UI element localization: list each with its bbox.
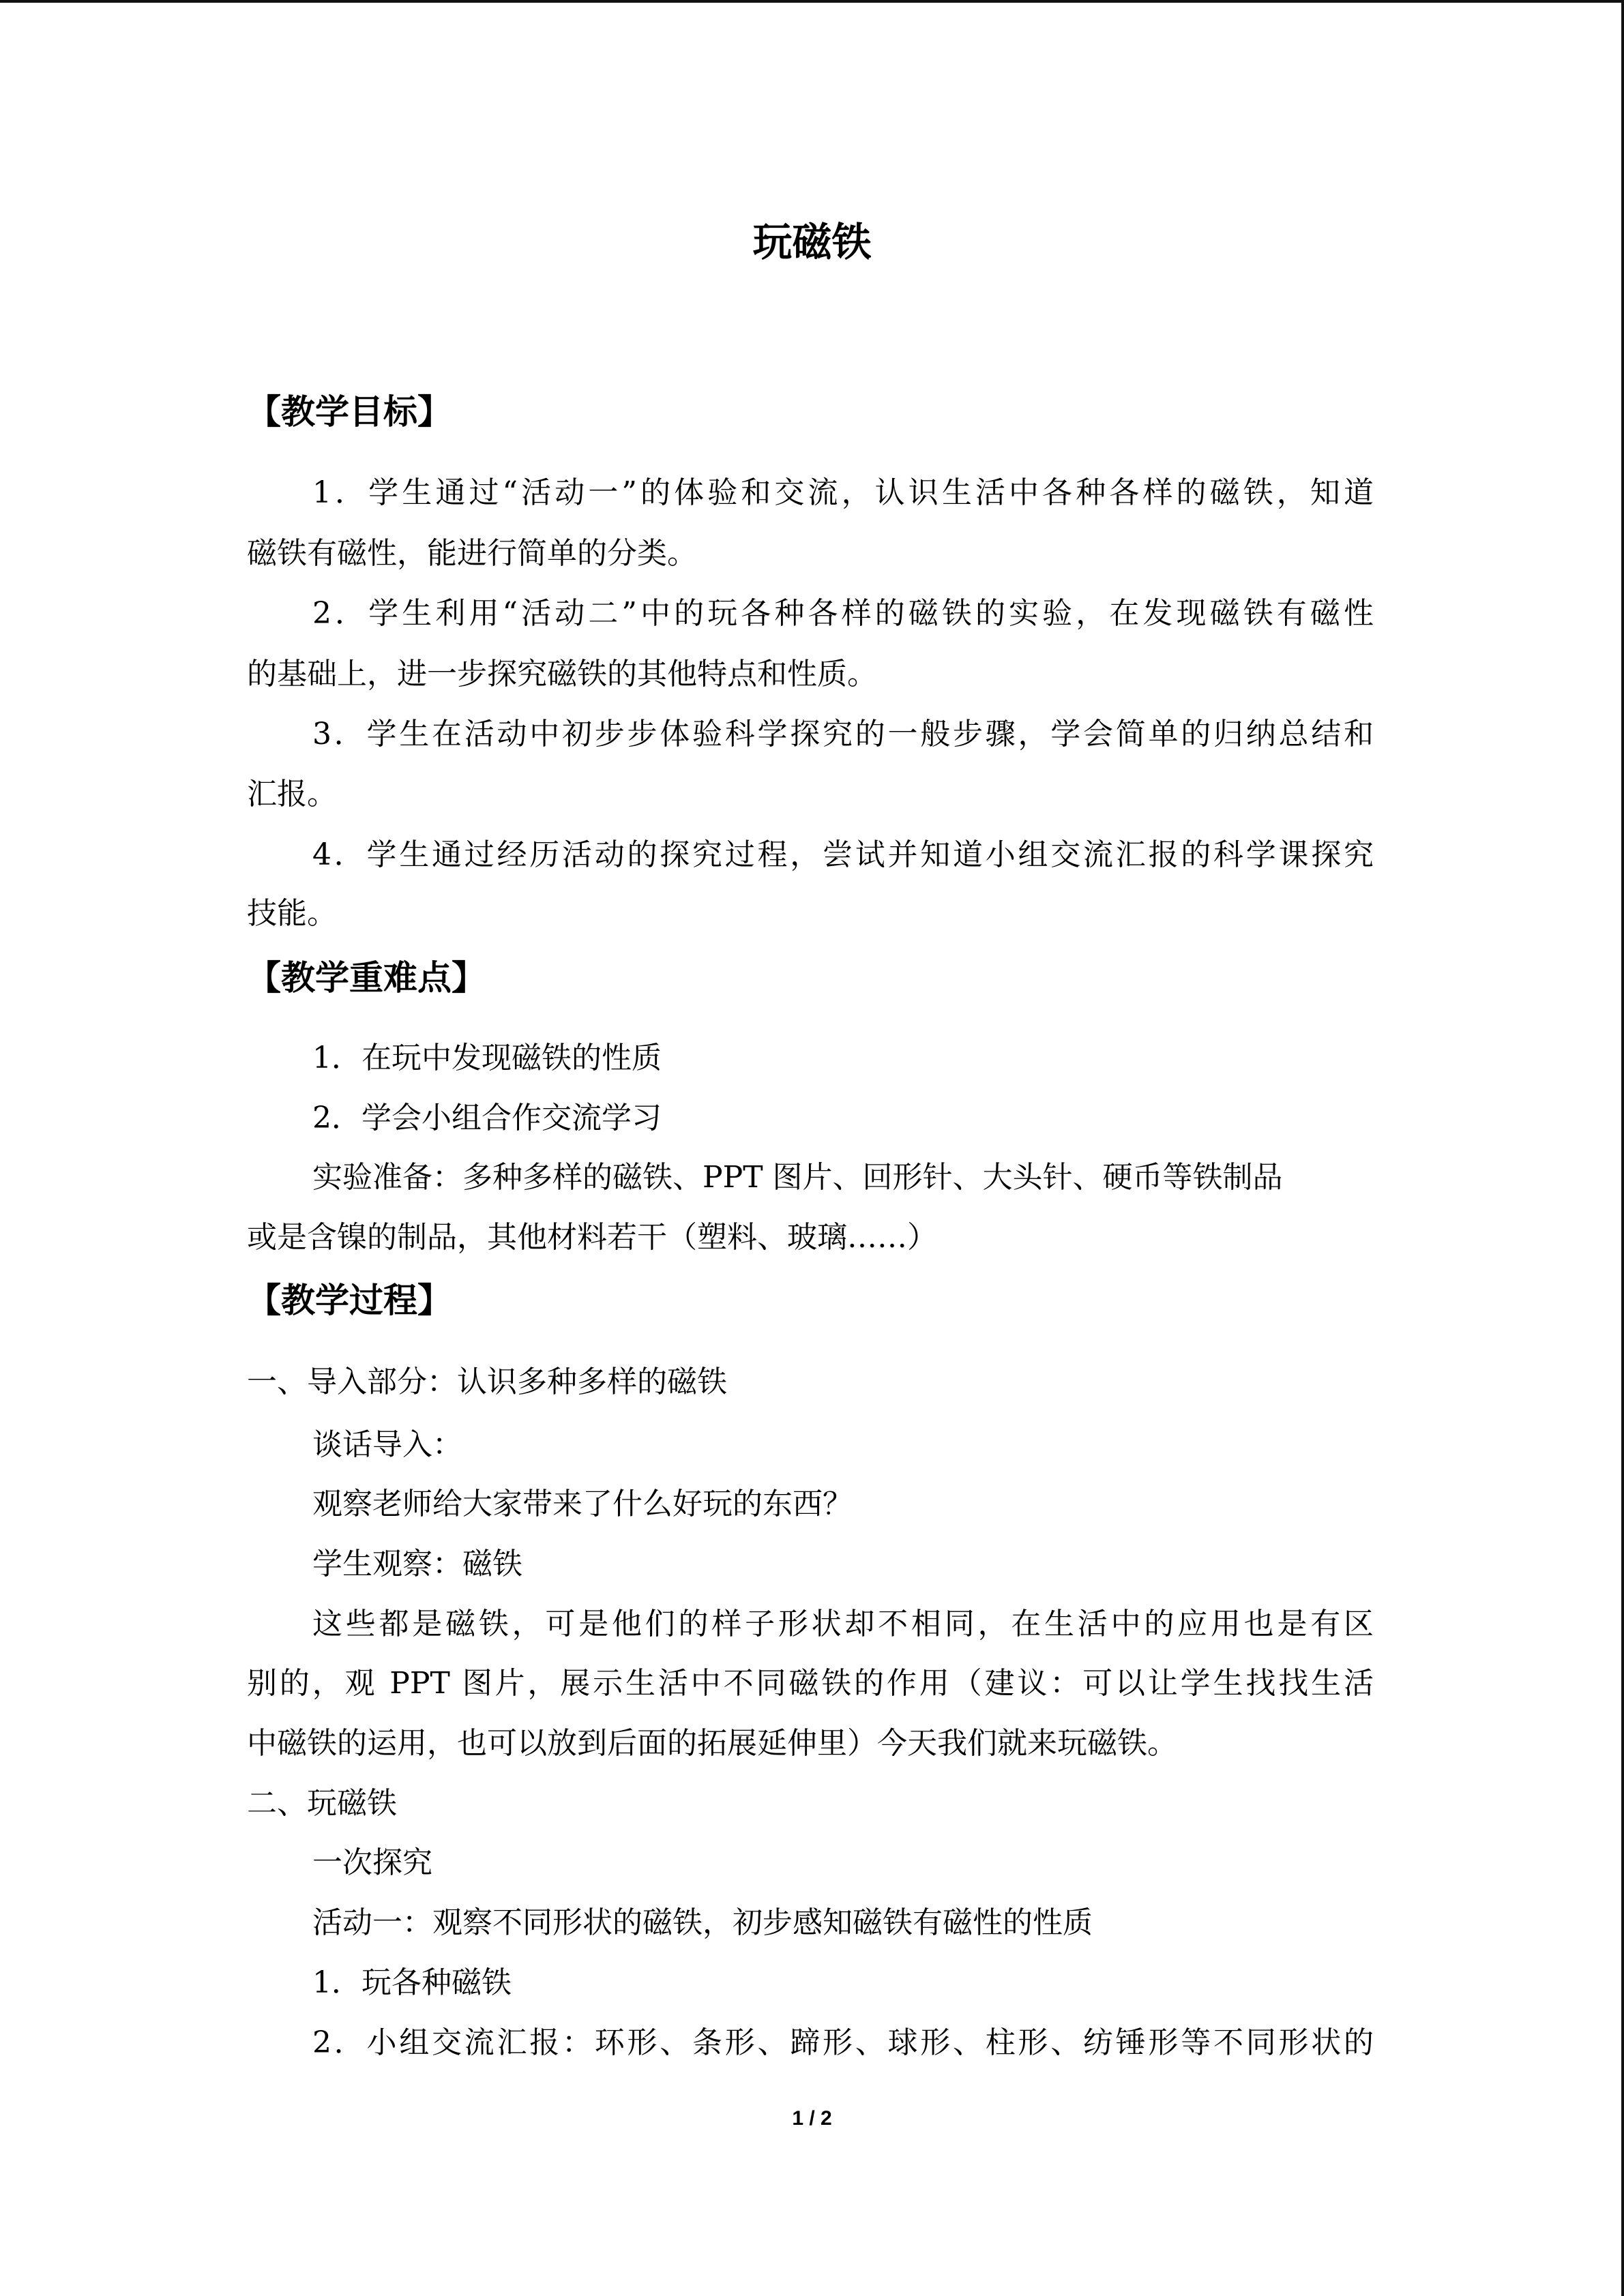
objective-2-line-1: 2．学生利用“活动二”中的玩各种各样的磁铁的实验，在发现磁铁有磁性 [312, 596, 1374, 631]
objective-3-line-1: 3．学生在活动中初步步体验科学探究的一般步骤，学会简单的归纳总结和 [312, 717, 1374, 751]
page-number: 1 / 2 [792, 2107, 832, 2130]
section-heading-key-points: 【教学重难点】 [247, 958, 486, 998]
process-paragraph-line-3: 中磁铁的运用，也可以放到后面的拓展延伸里）今天我们就来玩磁铁。 [247, 1726, 1177, 1761]
process-part-2-title: 二、玩磁铁 [247, 1786, 397, 1821]
objective-1-line-1: 1．学生通过“活动一”的体验和交流，认识生活中各种各样的磁铁，知道 [312, 475, 1374, 510]
objective-4-line-2: 技能。 [247, 896, 337, 931]
process-line: 1．玩各种磁铁 [312, 1965, 512, 2000]
materials-line-1: 实验准备：多种多样的磁铁、PPT 图片、回形针、大头针、硬币等铁制品 [312, 1160, 1283, 1195]
key-point-2: 2．学会小组合作交流学习 [312, 1101, 662, 1135]
objective-3-line-2: 汇报。 [247, 777, 337, 811]
section-heading-objectives: 【教学目标】 [247, 392, 452, 432]
process-paragraph-line-2: 别的，观 PPT 图片，展示生活中不同磁铁的作用（建议：可以让学生找找生活 [247, 1666, 1374, 1701]
process-line: 2．小组交流汇报：环形、条形、蹄形、球形、柱形、纺锤形等不同形状的 [312, 2025, 1374, 2060]
process-line: 学生观察：磁铁 [312, 1547, 522, 1581]
process-line: 活动一：观察不同形状的磁铁，初步感知磁铁有磁性的性质 [312, 1905, 1093, 1940]
process-paragraph-line-1: 这些都是磁铁，可是他们的样子形状却不相同，在生活中的应用也是有区 [312, 1607, 1374, 1641]
section-heading-process: 【教学过程】 [247, 1281, 452, 1320]
objective-1-line-2: 磁铁有磁性，能进行简单的分类。 [247, 536, 697, 571]
document-title: 玩磁铁 [752, 219, 872, 265]
objective-4-line-1: 4．学生通过经历活动的探究过程，尝试并知道小组交流汇报的科学课探究 [312, 837, 1374, 872]
process-part-1-title: 一、导入部分：认识多种多样的磁铁 [247, 1365, 727, 1399]
objective-2-line-2: 的基础上，进一步探究磁铁的其他特点和性质。 [247, 657, 877, 691]
key-point-1: 1．在玩中发现磁铁的性质 [312, 1041, 662, 1075]
process-line: 观察老师给大家带来了什么好玩的东西？ [312, 1487, 853, 1521]
materials-line-2: 或是含镍的制品，其他材料若干（塑料、玻璃……） [247, 1220, 937, 1255]
process-line: 一次探究 [312, 1845, 432, 1880]
process-line: 谈话导入： [312, 1427, 462, 1462]
